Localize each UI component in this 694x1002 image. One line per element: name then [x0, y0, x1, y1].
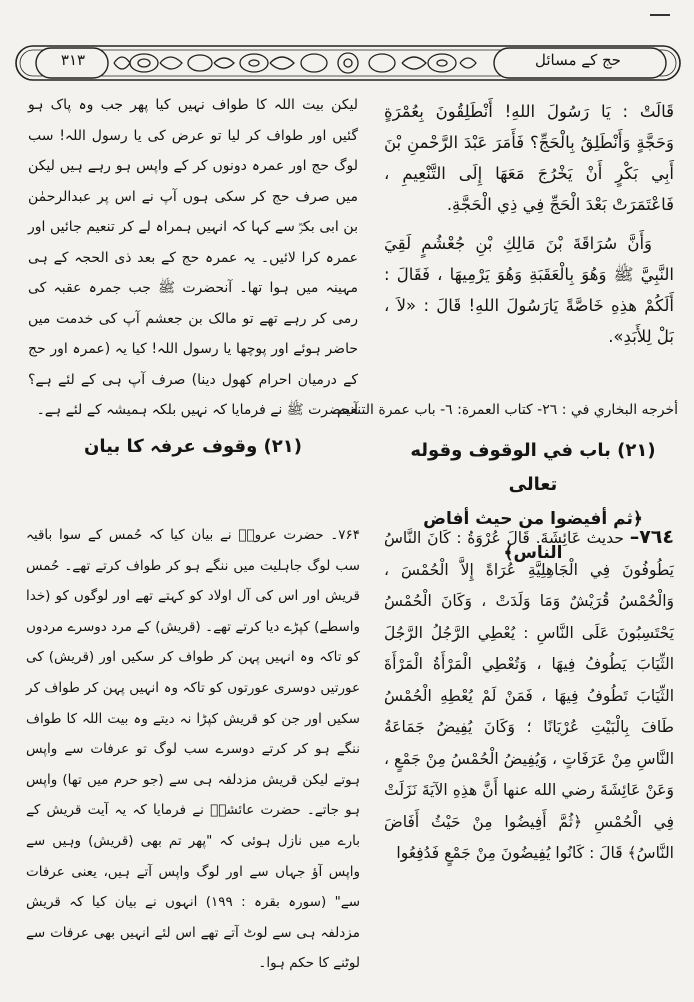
urdu-paragraph: لیکن بیت اللہ کا طواف نہیں کیا پھر جب وہ پاک ہو گئیں اور طواف کر لیا تو عرض کی یا رسول اللہ! سب لوگ حج اور عمرہ دونوں کر کے واپس ہو رہے ہیں لیکن میں صرف حج کر سکی ہوں آپ نے اس پر عبدالرحمٰن بن ابی بکرؓ سے کہا کہ انہیں ہمراہ لے کر تنعیم جائیں اور عمرہ کرا لائیں۔ یہ عمرہ حج کے بعد ذی الحجہ کے ہی مہینہ میں ہوا تھا۔ آنحضرت ﷺ جب جمرہ عقبہ کی رمی کر رہے تھے تو مالک بن جعشم آپ کی خدمت میں حاضر ہوئے اور پوچھا یا رسول اللہ! کیا یہ (عمرہ اور حج کے درمیان احرام کھول دینا) صرف آپ ہی کے لئے ہے؟ آنحضرت ﷺ نے فرمایا کہ نہیں بلکہ ہمیشہ کے لئے ہے۔ [28, 97, 358, 418]
urdu-translation-bottom [26, 520, 360, 979]
hadith-number: ٧٦٤– [629, 526, 674, 548]
quran-verse-heading: ﴿ثم أفيضوا من حيث أفاض الناس﴾ [423, 509, 643, 563]
page-header [14, 42, 682, 84]
arabic-paragraph [384, 522, 674, 870]
corner-mark [650, 14, 670, 16]
arabic-text-top [384, 96, 674, 352]
arabic-paragraph: وَأَنَّ سُرَاقَةَ بْنَ مَالِكِ بْنِ جُعْشُمٍ لَقِيَ النَّبِيَّ ﷺ وَهُوَ بِالْعَقَبَةِ وَهُوَ يَرْمِيهَا ، فَقَالَ : أَلَكُمْ هذِهِ خَاصَّةً يَارَسُولَ اللهِ! قَالَ : «لاَ ، بَلْ لِلأَبَدِ». [384, 234, 674, 346]
urdu-translation-top [28, 90, 358, 426]
running-title: حج کے مسائل [535, 51, 621, 69]
section-heading-urdu: (۲۱) وقوف عرفہ کا بیان [84, 436, 302, 457]
hadith-text: حديث عَائِشَةَ. قَالَ عُرْوَةُ : كَانَ النَّاسُ يَطُوفُونَ فِي الْجَاهِلِيَّةِ عُرَاةً إِلاَّ الْحُمْسَ ، وَالْحُمْسُ قُرَيْشٌ وَمَا وَلَدَتْ ، وَكَانَ الْحُمْسُ يَحْتَسِبُونَ عَلَى النَّاسِ : يُعْطِي الرَّجُلُ الرَّجُلَ الثِّيَابَ يَطُوفُ فِيهَا ، وَتُعْطِي الْمَرْأَةُ الْمَرْأَةَ الثِّيَابَ تَطُوفُ فِيهَا ، فَمَنْ لَمْ يُعْطِهِ الْحُمْسُ طَافَ بِالْبَيْتِ عُرْيَانًا ؛ وَكَانَ يُفِيضُ جَمَاعَةُ النَّاسِ مِنْ عَرَفَاتٍ ، وَيُفِيضُ الْحُمْسُ مِنْ جَمْعٍ ، وَعَنْ عَائِشَةَ رضي الله عنها أَنَّ هذِهِ الآيَةَ نَزَلَتْ فِي الْحُمْسِ ﴿ثُمَّ أَفِيضُوا مِنْ حَيْثُ أَفَاضَ النَّاسُ﴾ قَالَ : كَانُوا يُفِيضُونَ مِنْ جَمْعٍ فَدُفِعُوا [384, 529, 674, 862]
urdu-paragraph: ۷۶۴۔ حضرت عروہؓ نے بیان کیا کہ حُمس کے سوا باقیہ سب لوگ جاہلیت میں ننگے ہو کر طواف کرتے تھے۔ حُمس قریش اور اس کی آل اولاد کو کہتے تھے اور لوگوں کو (خدا واسطے) کپڑے دیا کرتے تھے۔ (قریش) کے مرد دوسرے مردوں کو تاکہ وہ انہیں پہن کر طواف کر سکیں اور (قریش) کی عورتیں دوسری عورتوں کو تاکہ وہ انہیں پہن کر طواف کر سکیں اور جن کو قریش کپڑا نہ دیتے وہ بیت اللہ کا طواف ننگے ہو کر کرتے دوسرے سب لوگ تو عرفات سے واپس ہوتے لیکن قریش مزدلفہ ہی سے (جو حرم میں تھا) واپس ہو جاتے۔ حضرت عائشہؓ نے فرمایا کہ یہ آیت قریش کے بارے میں نازل ہوئی کہ "پھر تم بھی (قریش) وہیں سے واپس آؤ جہاں سے اور لوگ واپس آتے ہیں، یعنی عرفات سے" (سورہ بقرہ : ۱۹۹) انہوں نے بیان کیا کہ قریش مزدلفہ ہی سے لوٹ آتے تھے اس لئے انہیں بھی عرفات سے لوٹنے کا حکم ہوا۔ [26, 527, 360, 972]
hadith-source-reference: أخرجه البخاري في : ٢٦- كتاب العمرة: ٦- باب عمرة التنعيم. [332, 402, 678, 418]
chapter-title: (٢١) باب في الوقوف وقوله تعالى [410, 440, 656, 495]
arabic-paragraph: قَالَتْ : يَا رَسُولَ اللهِ! أَنْطَلِقُونَ بِعُمْرَةٍ وَحَجَّةٍ وَأَنْطَلِقُ بِالْحَجِّ؟ فَأَمَرَ عَبْدَ الرَّحْمنِ بْنَ أَبِي بَكْرٍ أَنْ يَخْرُجَ مَعَهَا إِلَى التَّنْعِيمِ ، فَاعْتَمَرَتْ بَعْدَ الْحَجِّ فِي ذِي الْحَجَّةِ. [384, 102, 674, 214]
arabic-text-bottom [384, 522, 674, 870]
page-number: ٣١٣ [60, 51, 86, 69]
